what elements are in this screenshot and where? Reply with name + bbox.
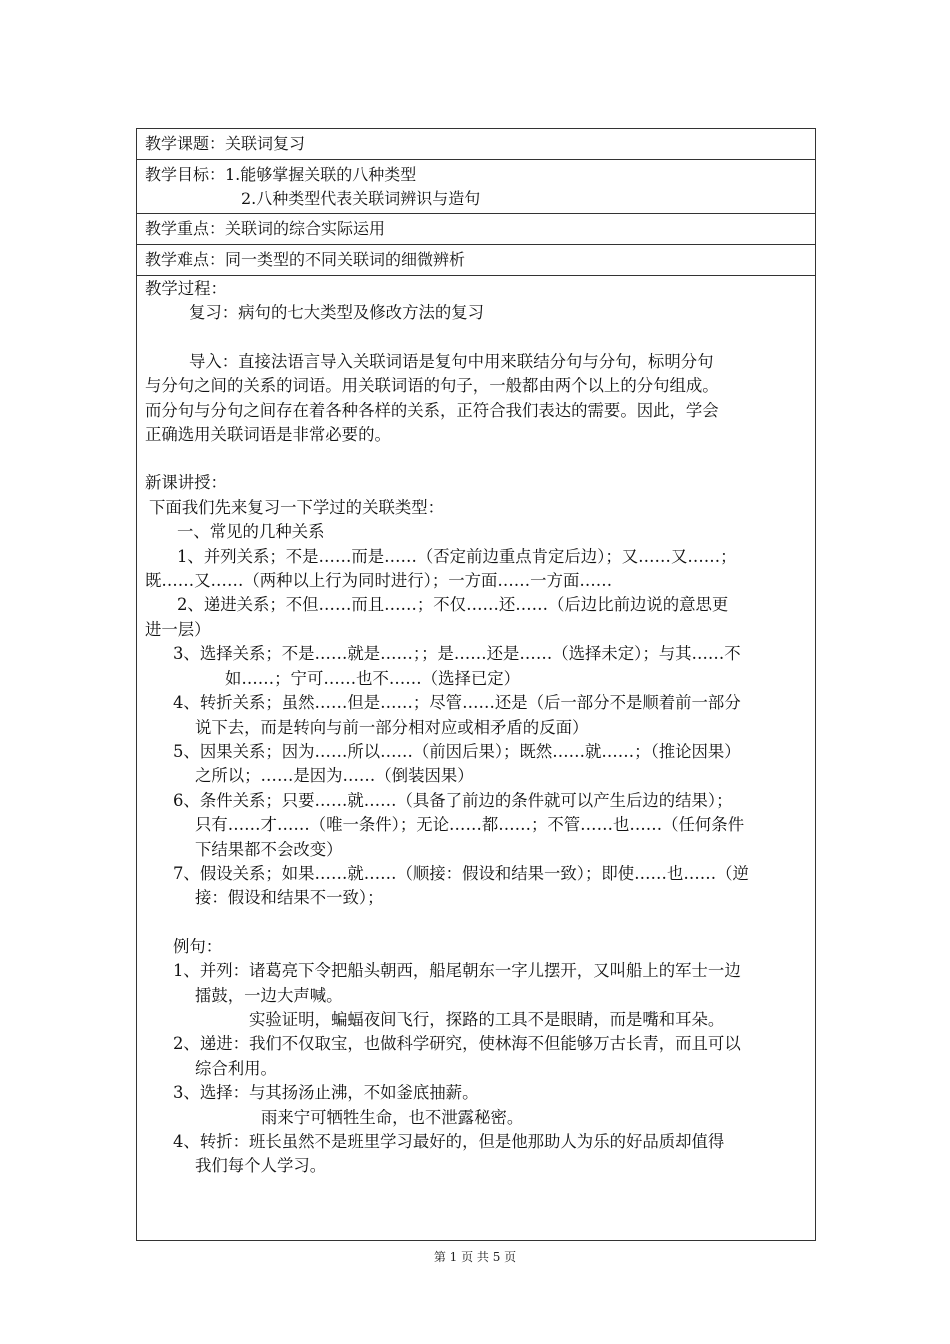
difficulty-text: 教学难点：同一类型的不同关联词的细微辨析 [145, 250, 466, 269]
example-line: 雨来宁可牺牲生命，也不泄露秘密。 [261, 1107, 524, 1127]
example-line: 1、并列：诸葛亮下令把船头朝西，船尾朝东一字儿摆开，又叫船上的军士一边 [173, 961, 741, 981]
example-line: 擂鼓，一边大声喊。 [195, 985, 343, 1005]
topic-row [137, 129, 815, 160]
type-line: 如……；宁可……也不……（选择已定） [225, 668, 521, 688]
type-line: 既……又……（两种以上行为同时进行）；一方面……一方面…… [145, 571, 613, 591]
type-line: 2、递进关系；不但……而且……；不仅……还……（后边比前边说的意思更 [177, 595, 729, 615]
goal-line-2: 2.八种类型代表关联词辨识与造句 [241, 189, 481, 208]
type-line: 只有……才……（唯一条件）；无论……都……；不管……也……（任何条件 [195, 815, 745, 835]
lesson-plan-table [136, 128, 816, 1241]
difficulty-row [137, 245, 815, 276]
type-line: 3、选择关系；不是……就是……；；是……还是……（选择未定）；与其……不 [173, 644, 741, 664]
intro-line: 正确选用关联词语是非常必要的。 [145, 425, 391, 445]
process-row [137, 276, 815, 1240]
new-lesson-heading: 新课讲授： [145, 473, 227, 493]
key-point-row [137, 214, 815, 245]
type-line: 接：假设和结果不一致）； [195, 888, 384, 908]
example-line: 实验证明，蝙蝠夜间飞行，探路的工具不是眼睛，而是嘴和耳朵。 [249, 1009, 725, 1029]
intro-line: 导入：直接法语言导入关联词语是复句中用来联结分句与分句，标明分句 [189, 351, 714, 371]
example-line: 2、递进：我们不仅取宝，也做科学研究，使林海不但能够万古长青，而且可以 [173, 1034, 741, 1054]
type-line: 进一层） [145, 619, 211, 639]
type-line: 6、条件关系；只要……就……（具备了前边的条件就可以产生后边的结果）； [173, 790, 733, 810]
example-line: 综合利用。 [195, 1058, 277, 1078]
example-line: 我们每个人学习。 [195, 1156, 327, 1176]
type-line: 5、因果关系；因为……所以……（前因后果）；既然……就……；（推论因果） [173, 741, 741, 761]
type-line: 说下去，而是转向与前一部分相对应或相矛盾的反面） [195, 717, 589, 737]
intro-line: 而分句与分句之间存在着各种各样的关系，正符合我们表达的需要。因此，学会 [145, 400, 719, 420]
type-line: 4、转折关系；虽然……但是……；尽管……还是（后一部分不是顺着前一部分 [173, 693, 741, 713]
type-line: 7、假设关系；如果……就……（顺接：假设和结果一致）；即使……也……（逆 [173, 863, 749, 883]
type-line: 1、并列关系；不是……而是……（否定前边重点肯定后边）；又……又……； [177, 546, 737, 566]
goal-row [137, 160, 815, 214]
page-footer: 第 1 页 共 5 页 [433, 1250, 517, 1264]
examples-heading: 例句： [173, 936, 223, 956]
type-line: 下结果都不会改变） [195, 839, 343, 859]
topic-text: 教学课题：关联词复习 [145, 134, 306, 153]
review-line: 复习：病句的七大类型及修改方法的复习 [189, 303, 485, 323]
intro-line: 与分句之间的关系的词语。用关联词语的句子，一般都由两个以上的分句组成。 [145, 376, 719, 396]
process-heading: 教学过程： [145, 279, 227, 298]
example-line: 4、转折：班长虽然不是班里学习最好的，但是他那助人为乐的好品质却值得 [173, 1132, 725, 1151]
type-line: 之所以；……是因为……（倒装因果） [195, 766, 474, 786]
lead-line: 下面我们先来复习一下学过的关联类型： [149, 497, 445, 517]
example-line: 3、选择：与其扬汤止沸，不如釜底抽薪。 [173, 1083, 479, 1103]
goal-line-1: 教学目标：1.能够掌握关联的八种类型 [145, 165, 417, 184]
section-heading: 一、常见的几种关系 [177, 522, 325, 542]
key-point-text: 教学重点：关联词的综合实际运用 [145, 219, 386, 238]
